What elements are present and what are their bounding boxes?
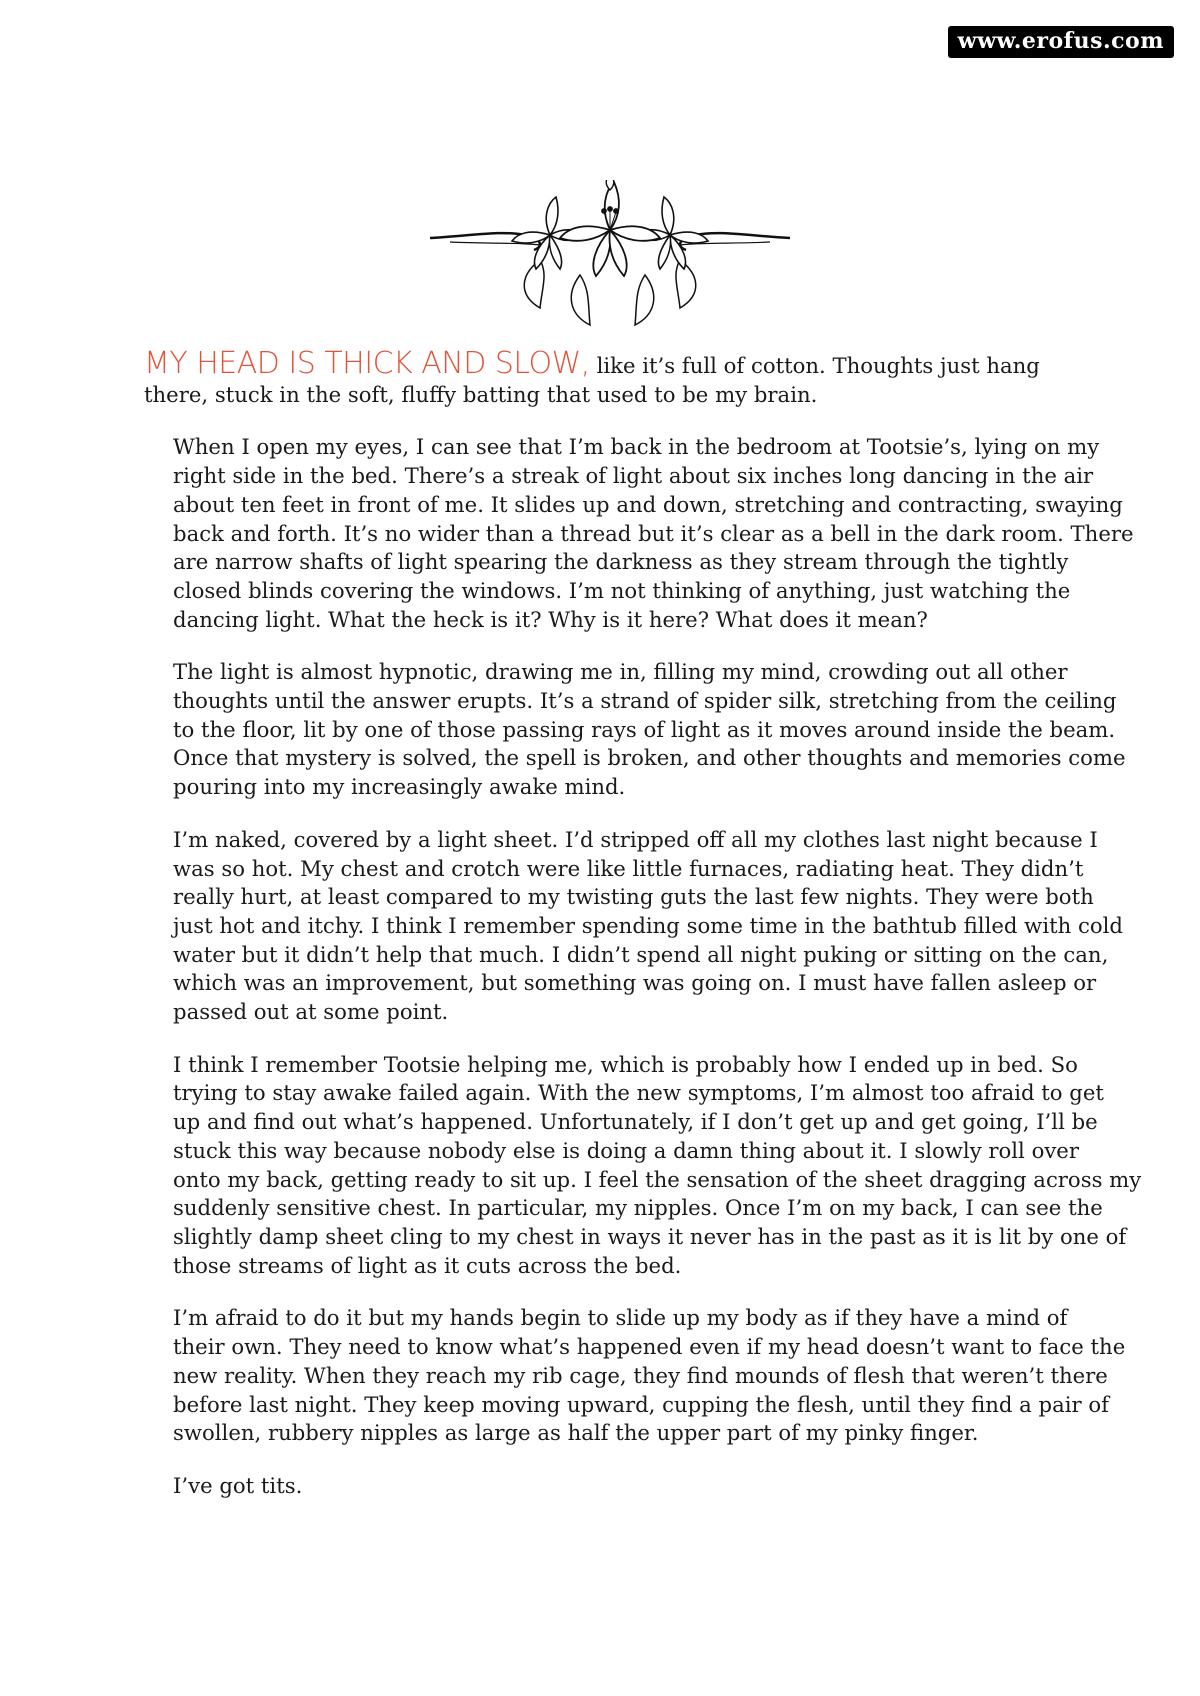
paragraphs (144, 433, 1142, 1500)
paragraph-line: trying to stay awake failed again. With the new symptoms, I’m almost too afraid to get (173, 1080, 1104, 1106)
paragraph-line: those streams of light as it cuts across the bed. (173, 1252, 682, 1278)
paragraph (144, 658, 1126, 802)
paragraph-line: closed blinds covering the windows. I’m not thinking of anything, just watching the (173, 577, 1071, 603)
paragraph-line: passed out at some point. (173, 999, 449, 1025)
paragraph-line: their own. They need to know what’s happened even if my head doesn’t want to face the (173, 1334, 1126, 1360)
paragraph-line: I’m naked, covered by a light sheet. I’d stripped off all my clothes last night because I (173, 826, 1098, 852)
paragraph-line: I’m afraid to do it but my hands begin to slide up my body as if they have a mind of (173, 1305, 1068, 1331)
story-text (144, 346, 1142, 1525)
paragraph-line: pouring into my increasingly awake mind. (173, 774, 626, 800)
opening-rest: like it’s full of cotton. Thoughts just hang (589, 353, 1040, 378)
paragraph-line: really hurt, at least compared to my twisting guts the last few nights. They were both (173, 884, 1094, 910)
paragraph (144, 826, 1123, 1027)
paragraph-line: thoughts until the answer erupts. It’s a strand of spider silk, stretching from the ceiling (173, 688, 1117, 714)
paragraph-line: back and forth. It’s no wider than a thread but it’s clear as a bell in the dark room. There (173, 520, 1134, 546)
paragraph (144, 433, 1134, 634)
paragraph-line: onto my back, getting ready to sit up. I feel the sensation of the sheet dragging across my (173, 1166, 1142, 1192)
paragraph-line: I’ve got tits. (173, 1472, 303, 1498)
paragraph-line: are narrow shafts of light spearing the darkness as they stream through the tightly (173, 549, 1069, 575)
paragraph-line: to the floor, lit by one of those passing rays of light as it moves around inside the beam. (173, 716, 1116, 742)
paragraph-line: water but it didn’t help that much. I didn’t spend all night puking or sitting on the can, (173, 941, 1109, 967)
paragraph-line: Once that mystery is solved, the spell is broken, and other thoughts and memories come (173, 745, 1126, 771)
paragraph-line: which was an improvement, but something was going on. I must have fallen asleep or (173, 970, 1097, 996)
paragraph-line: When I open my eyes, I can see that I’m back in the bedroom at Tootsie’s, lying on my (173, 434, 1100, 460)
paragraph-line: new reality. When they reach my rib cage, they find mounds of flesh that weren’t there (173, 1362, 1108, 1388)
paragraph-line: suddenly sensitive chest. In particular, my nipples. Once I’m on my back, I can see the (173, 1195, 1103, 1221)
paragraph-line: right side in the bed. There’s a streak of light about six inches long dancing in the air (173, 463, 1094, 489)
paragraph-line: I think I remember Tootsie helping me, which is probably how I ended up in bed. So (173, 1051, 1078, 1077)
paragraph-line: swollen, rubbery nipples as large as half the upper part of my pinky finger. (173, 1420, 979, 1446)
watermark: www.erofus.com (948, 26, 1174, 58)
paragraph-line: The light is almost hypnotic, drawing me in, filling my mind, crowding out all other (173, 659, 1068, 685)
paragraph-line: was so hot. My chest and crotch were like little furnaces, radiating heat. They didn’t (173, 855, 1084, 881)
opening-small-caps: MY HEAD IS THICK AND SLOW, (144, 346, 590, 381)
paragraph-line: stuck this way because nobody else is doing a damn thing about it. I slowly roll over (173, 1137, 1079, 1163)
opening-paragraph (144, 346, 1074, 409)
paragraph-line: dancing light. What the heck is it? Why is it here? What does it mean? (173, 606, 928, 632)
paragraph-line: just hot and itchy. I think I remember spending some time in the bathtub filled with cold (173, 912, 1123, 938)
opening-line-2: there, stuck in the soft, fluffy batting that used to be my brain. (144, 381, 818, 407)
paragraph-line: up and find out what’s happened. Unfortunately, if I don’t get up and get going, I’ll be (173, 1109, 1098, 1135)
paragraph-line: slightly damp sheet cling to my chest in ways it never has in the past as it is lit by one of (173, 1223, 1127, 1249)
paragraph (144, 1304, 1126, 1448)
paragraph (144, 1051, 1142, 1281)
lily-flower-ornament-icon (430, 180, 790, 330)
paragraph (144, 1472, 1074, 1501)
opening-line (144, 346, 1074, 381)
paragraph-line: about ten feet in front of me. It slides up and down, stretching and contracting, swaying (173, 491, 1123, 517)
paragraph-line: before last night. They keep moving upward, cupping the flesh, until they find a pair of (173, 1391, 1109, 1417)
